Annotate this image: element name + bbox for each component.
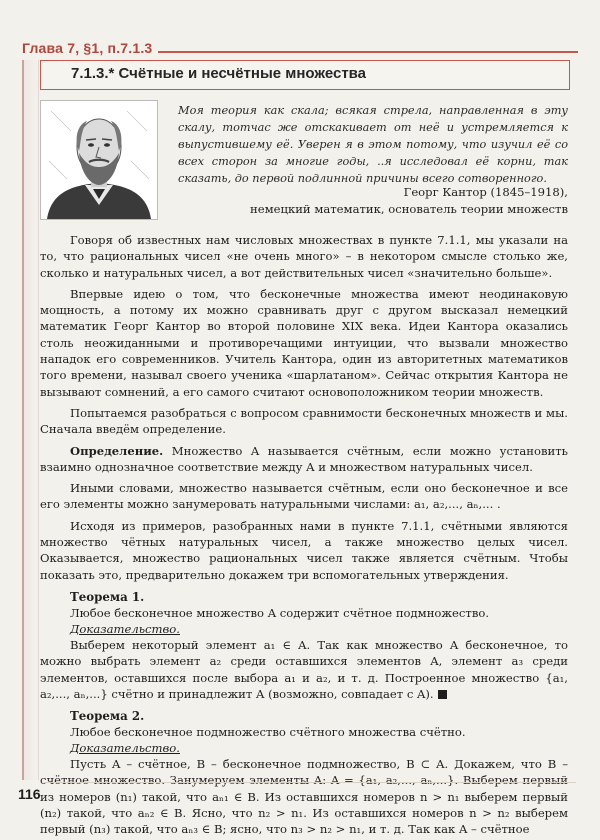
author-name: Георг Кантор (1845–1918), [403, 185, 568, 199]
paragraph-5: Исходя из примеров, разобранных нами в пункте 7.1.1, счётными являются множество чётных натуральных чисел, а также множество целых чисел. Оказывается, множество рациональных чисел также является счётным. Чтобы показать это, предварительно докажем три вспомогательных утверждения. [40, 518, 568, 582]
theorem-2-proof: Пусть A – счётное, B – бесконечное подмножество, B ⊂ A. Докажем, что B – счётное множество. Занумеруем элементы A: A = {a₁, a₂,..., aₙ,...}. Выберем первый из номеров (n₁) такой, что aₙ₁ ∈ B. Из оставшихся номеров n > n₁ выберем первый (n₂) такой, что aₙ₂ ∈ B. Ясно, что n₂ > n₁. Из оставшихся номеров n > n₂ выберем первый (n₃) такой, что aₙ₃ ∈ B; ясно, что n₃ > n₂ > n₁, и т. д. Так как A – счётное [40, 757, 568, 837]
paragraph-4: Иными словами, множество называется счётным, если оно бесконечное и все его элементы можно занумеровать натуральными числами: a₁, a₂,..., aₙ,... . [40, 481, 568, 512]
theorem-2-proof-label: Доказательство. [70, 741, 180, 756]
definition [40, 443, 568, 476]
chapter-title: Глава 7, §1, п.7.1.3 [22, 40, 153, 56]
section-title: 7.1.3.* Счётные и несчётные множества [71, 65, 367, 82]
page-number: 116 [18, 786, 41, 802]
paragraph-3: Попытаемся разобраться с вопросом сравнимости бесконечных множеств и мы. Сначала введём определение. [40, 405, 568, 437]
theorem-1-proof-label: Доказательство. [70, 621, 180, 636]
chapter-header [22, 30, 578, 58]
margin-strip [22, 60, 39, 780]
chapter-rule [158, 51, 578, 53]
theorem-2-title: Теорема 2. [70, 709, 145, 724]
definition-text: Множество A называется счётным, если можно установить взаимно однозначное соответствие между A и множеством натуральных чисел. [40, 443, 568, 474]
theorem-1-proof-text: Выберем некоторый элемент a₁ ∈ A. Так как множество A бесконечное, то можно выбрать элемент a₂ среди оставшихся элементов A, элемент a₃ среди элементов, оставшихся после выбора a₁ и a₂, и т. д. Построенное множество {a₁, a₂,..., aₙ,...} счётно и принадлежит A (возможно, совпадает с A). [40, 637, 568, 701]
qed-icon [438, 690, 447, 699]
portrait-icon [40, 100, 158, 220]
theorem-1-title: Теорема 1. [70, 589, 145, 604]
theorem-2-text: Любое бесконечное подмножество счётного множества счётно. [70, 725, 466, 740]
footer-rule [44, 782, 576, 783]
theorem-1-proof [40, 637, 568, 702]
definition-label: Определение. [70, 443, 164, 458]
epigraph-author [250, 184, 568, 218]
paragraph-1: Говоря об известных нам числовых множествах в пункте 7.1.1, мы указали на то, что рациональных чисел «не очень много» – в некотором смысле столько же, сколько и натуральных чисел, а вот действительных чисел «значительно больше». [40, 233, 568, 280]
portrait-drawing [41, 101, 157, 219]
paragraph-2: Впервые идею о том, что бесконечные множества имеют неодинаковую мощность, а потому их можно сравнивать друг с другом высказал немецкий математик Георг Кантор во второй половине XIX века. Идеи Кантора оказались столь неожиданными и противоречащими интуиции, что вызвали множество нападок его современников. Учитель Кантора, один из авторитетных математиков того времени, называл своего ученика «шарлатаном». Сейчас открытия Кантора не вызывают сомнений, а его самого считают основоположником теории множеств. [40, 286, 568, 399]
section-title-box [40, 60, 570, 90]
main-text [40, 232, 568, 838]
theorem-1-text: Любое бесконечное множество A содержит счётное подмножество. [70, 605, 490, 620]
author-description: немецкий математик, основатель теории множеств [250, 202, 568, 216]
epigraph-quote: Моя теория как скала; всякая стрела, направленная в эту скалу, тотчас же отскакивает от неё и устремляется к выпустившему её. Уверен я в этом потому, что изучил её со всех сторон за многие годы, ..я исследовал её корни, так сказать, до первой подлинной причины всего сотворенного. [178, 104, 568, 185]
